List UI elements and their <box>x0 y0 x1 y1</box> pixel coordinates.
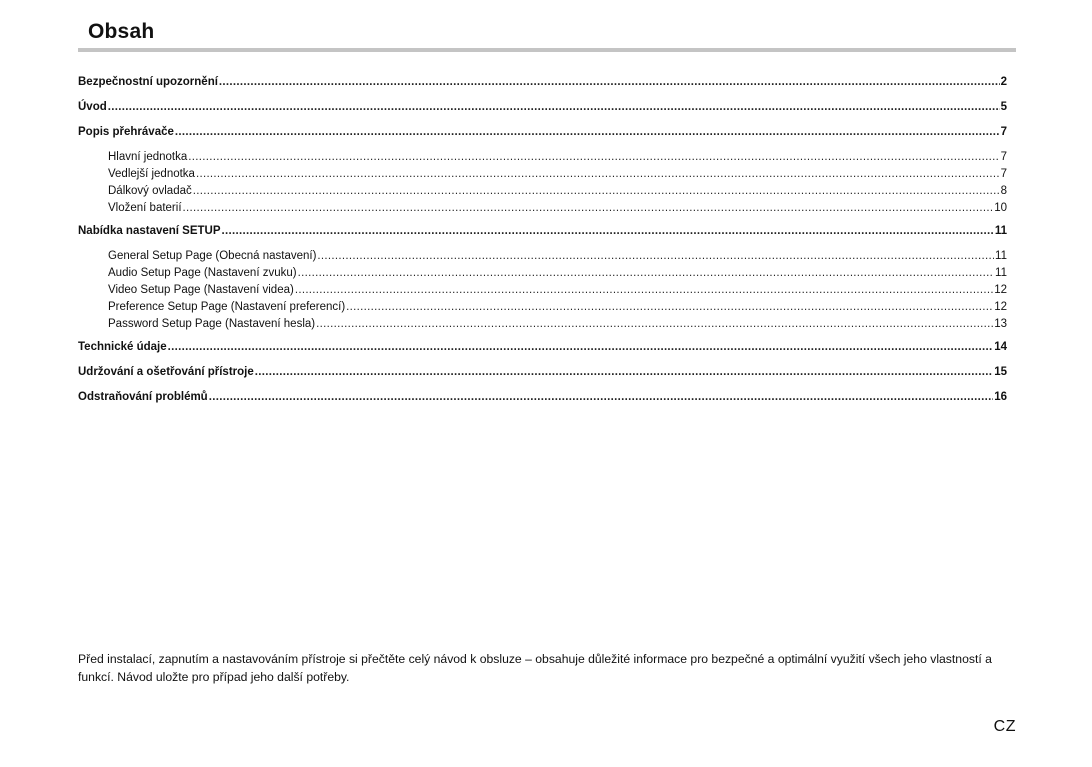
toc-page-number: 14 <box>994 341 1007 353</box>
toc-label: Audio Setup Page (Nastavení zvuku) <box>108 267 297 279</box>
toc-leader-dots <box>108 99 1000 116</box>
language-code: CZ <box>993 718 1016 735</box>
toc-leader-dots <box>209 389 993 406</box>
toc-label: Odstraňování problémů <box>78 391 208 403</box>
toc-label: Nabídka nastavení SETUP <box>78 225 221 237</box>
toc-leader-dots <box>168 339 994 356</box>
toc-page-number: 10 <box>994 202 1007 214</box>
toc-label: Video Setup Page (Nastavení videa) <box>108 284 294 296</box>
toc-leader-dots <box>346 299 993 316</box>
toc-page-number: 2 <box>1000 76 1007 88</box>
toc-subsection[interactable] <box>78 166 1007 183</box>
toc-leader-dots <box>183 200 994 217</box>
toc-subsection[interactable] <box>78 282 1007 299</box>
toc-leader-dots <box>255 364 993 381</box>
toc-leader-dots <box>222 223 994 240</box>
toc-label: Password Setup Page (Nastavení hesla) <box>108 318 316 330</box>
toc-page-number: 11 <box>994 225 1007 237</box>
toc-section[interactable] <box>78 124 1007 149</box>
toc-leader-dots <box>175 124 1000 141</box>
toc-section[interactable] <box>78 99 1007 124</box>
toc-label: Vedlejší jednotka <box>108 168 195 180</box>
toc-subsection[interactable] <box>78 265 1007 282</box>
toc-page-number: 7 <box>1000 168 1007 180</box>
toc-page-number: 5 <box>1000 101 1007 113</box>
page-title: Obsah <box>88 20 155 43</box>
toc-leader-dots <box>316 316 993 333</box>
table-of-contents <box>78 74 1007 414</box>
title-rule <box>78 48 1016 52</box>
toc-page-number: 7 <box>1000 151 1007 163</box>
toc-leader-dots <box>193 183 1000 200</box>
toc-leader-dots <box>317 248 994 265</box>
toc-section[interactable] <box>78 364 1007 389</box>
toc-page-number: 15 <box>994 366 1007 378</box>
toc-label: General Setup Page (Obecná nastavení) <box>108 250 317 262</box>
toc-leader-dots <box>196 166 1000 183</box>
toc-page-number: 16 <box>994 391 1007 403</box>
toc-subsection[interactable] <box>78 183 1007 200</box>
toc-page-number: 11 <box>995 267 1007 279</box>
toc-section[interactable] <box>78 389 1007 414</box>
toc-subsection[interactable] <box>78 316 1007 333</box>
toc-section[interactable] <box>78 74 1007 99</box>
toc-label: Popis přehrávače <box>78 126 174 138</box>
toc-label: Udržování a ošetřování přístroje <box>78 366 254 378</box>
toc-leader-dots <box>298 265 994 282</box>
toc-page-number: 12 <box>994 284 1007 296</box>
toc-page-number: 12 <box>994 301 1007 313</box>
toc-subsection[interactable] <box>78 248 1007 265</box>
toc-page-number: 7 <box>1000 126 1007 138</box>
toc-label: Technické údaje <box>78 341 167 353</box>
toc-page-number: 8 <box>1000 185 1007 197</box>
toc-label: Bezpečnostní upozornění <box>78 76 218 88</box>
toc-label: Dálkový ovladač <box>108 185 192 197</box>
toc-section[interactable] <box>78 223 1007 248</box>
toc-page-number: 11 <box>995 250 1007 262</box>
toc-page-number: 13 <box>994 318 1007 330</box>
toc-subsection[interactable] <box>78 149 1007 166</box>
toc-subsection[interactable] <box>78 299 1007 316</box>
toc-section[interactable] <box>78 339 1007 364</box>
intro-paragraph: Před instalací, zapnutím a nastavováním přístroje si přečtěte celý návod k obsluze – obsahuje důležité informace pro bezpečné a optimální využití všech jeho vlastností a funkcí. Návod uložte pro případ jeho další potřeby. <box>78 652 992 684</box>
toc-leader-dots <box>188 149 999 166</box>
toc-label: Úvod <box>78 101 107 113</box>
toc-leader-dots <box>219 74 1000 91</box>
toc-subsection[interactable] <box>78 200 1007 217</box>
toc-label: Vložení baterií <box>108 202 182 214</box>
toc-leader-dots <box>295 282 993 299</box>
toc-label: Hlavní jednotka <box>108 151 188 163</box>
toc-label: Preference Setup Page (Nastavení preferencí) <box>108 301 346 313</box>
